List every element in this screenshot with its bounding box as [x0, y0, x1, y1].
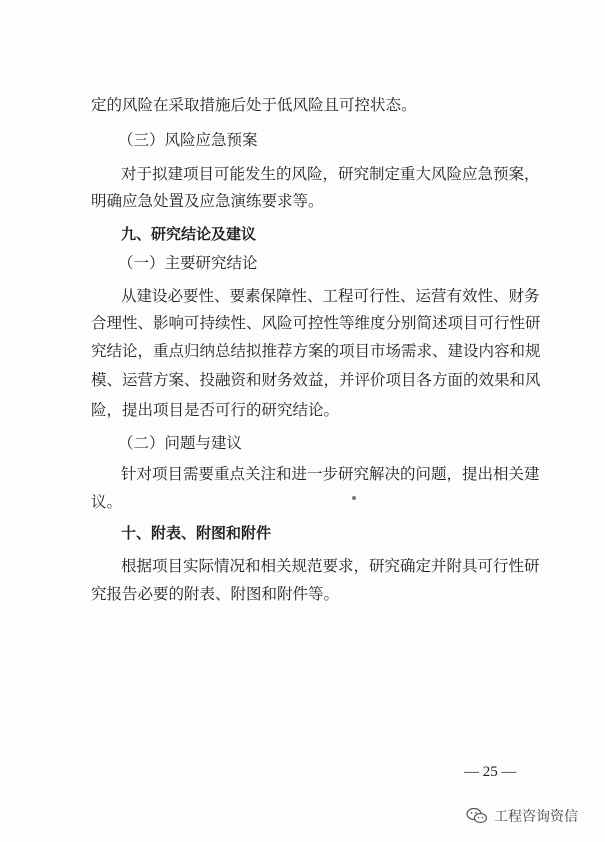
watermark — [466, 806, 578, 826]
paragraph-line: 对于拟建项目可能发生的风险，研究制定重大风险应急预案， — [121, 165, 540, 183]
section-heading-issues-suggestions: （二）问题与建议 — [118, 434, 243, 452]
paragraph-line: 定的风险在采取措施后处于低风险且可控状态。 — [91, 96, 417, 114]
watermark-text: 工程咨询资信 — [494, 809, 578, 825]
paragraph-line: 究结论，重点归纳总结拟推荐方案的项目市场需求、建设内容和规 — [91, 342, 541, 360]
chapter-heading-conclusions: 九、研究结论及建议 — [121, 225, 257, 243]
section-heading-main-conclusions: （一）主要研究结论 — [118, 254, 258, 272]
paragraph-line: 明确应急处置及应急演练要求等。 — [91, 192, 324, 210]
paragraph-line: 究报告必要的附表、附图和附件等。 — [91, 585, 340, 603]
paragraph-line: 险，提出项目是否可行的研究结论。 — [91, 401, 340, 419]
paragraph-line: 合理性、影响可持续性、风险可控性等维度分别简述项目可行性研 — [91, 314, 541, 332]
paragraph-line: 模、运营方案、投融资和财务效益，并评价项目各方面的效果和风 — [91, 371, 541, 389]
paragraph-line: 从建设必要性、要素保障性、工程可行性、运营有效性、财务 — [121, 287, 540, 305]
paragraph-line: 根据项目实际情况和相关规范要求，研究确定并附具可行性研 — [121, 557, 540, 575]
paragraph-line: 议。 — [91, 493, 123, 511]
paragraph-line: 针对项目需要重点关注和进一步研究解决的问题，提出相关建 — [121, 465, 540, 483]
wechat-icon — [466, 807, 488, 825]
page-number: — 25 — — [464, 764, 517, 780]
scan-speck — [352, 496, 356, 500]
chapter-heading-attachments: 十、附表、附图和附件 — [121, 524, 272, 542]
section-heading-risk-emergency-plan: （三）风险应急预案 — [118, 131, 258, 149]
